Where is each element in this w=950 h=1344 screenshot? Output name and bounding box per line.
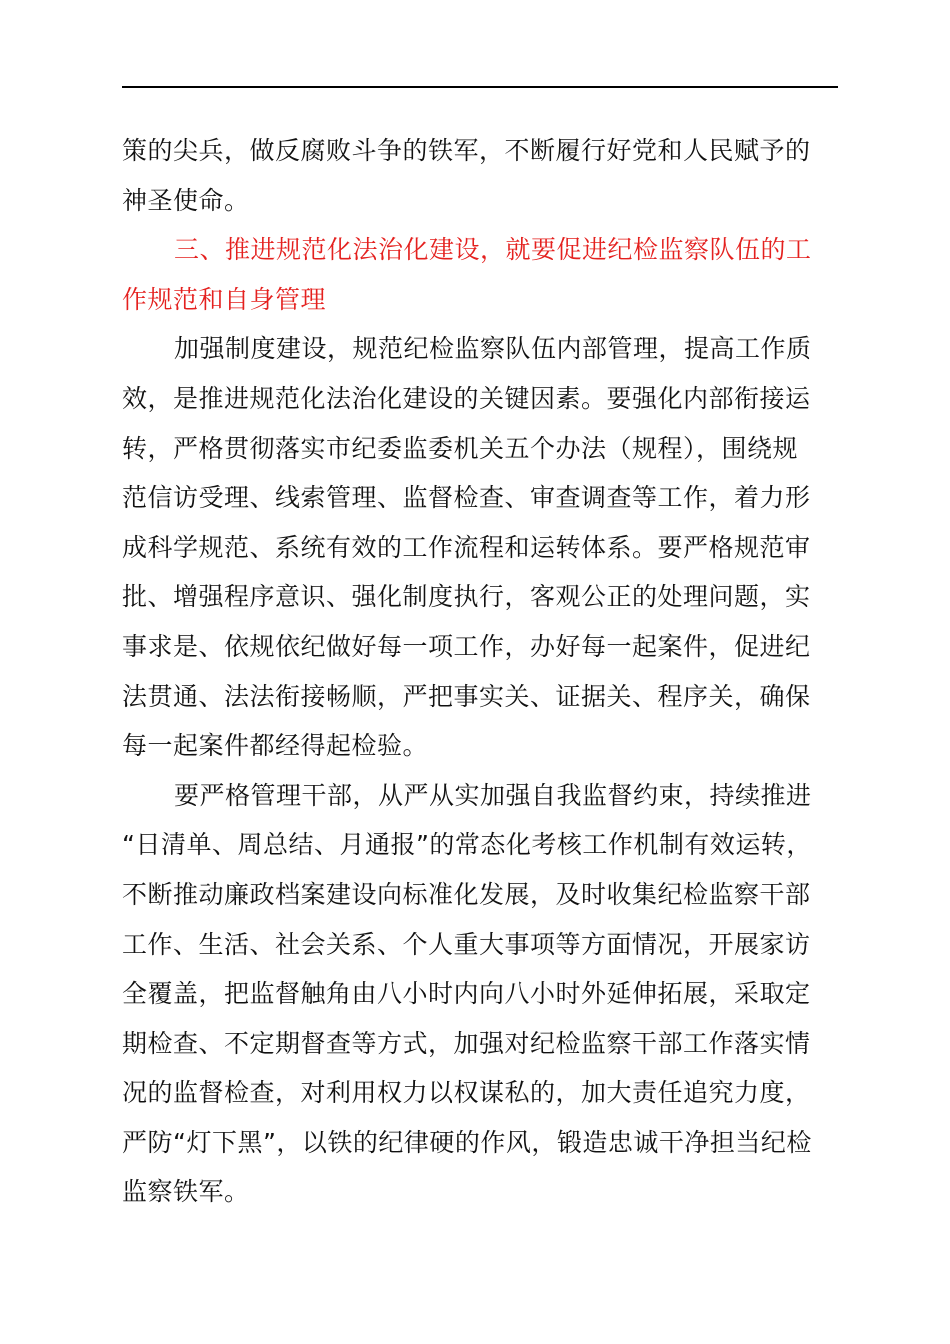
heading-line: 三、推进规范化法治化建设，就要促进纪检监察队伍的工 <box>174 235 812 265</box>
text-line: 加强制度建设，规范纪检监察队伍内部管理，提高工作质 <box>174 334 812 364</box>
text-line: 每一起案件都经得起检验。 <box>122 731 429 761</box>
text-line: 事求是、依规依纪做好每一项工作，办好每一起案件，促进纪 <box>122 631 811 661</box>
text-line: 期检查、不定期督查等方式，加强对纪检监察干部工作落实情 <box>122 1028 811 1058</box>
text-line: 范信访受理、线索管理、监督检查、审查调查等工作，着力形 <box>122 483 811 513</box>
text-line: 况的监督检查，对利用权力以权谋私的，加大责任追究力度， <box>122 1078 811 1108</box>
paragraph-continuation <box>122 126 838 225</box>
text-line: 批、增强程序意识、强化制度执行，客观公正的处理问题，实 <box>122 582 811 612</box>
text-line: 策的尖兵，做反腐败斗争的铁军，不断履行好党和人民赋予的 <box>122 136 811 165</box>
text-line: 成科学规范、系统有效的工作流程和运转体系。要严格规范审 <box>122 532 811 562</box>
text-line: 效，是推进规范化法治化建设的关键因素。要强化内部衔接运 <box>122 383 811 413</box>
text-line: 工作、生活、社会关系、个人重大事项等方面情况，开展家访 <box>122 929 811 959</box>
text-line: 不断推动廉政档案建设向标准化发展，及时收集纪检监察干部 <box>122 879 811 909</box>
text-line: 要严格管理干部，从严从实加强自我监督约束，持续推进 <box>174 780 812 810</box>
paragraph-body-1 <box>122 324 838 770</box>
text-line: 全覆盖，把监督触角由八小时内向八小时外延伸拓展，采取定 <box>122 979 811 1009</box>
text-line: 转，严格贯彻落实市纪委监委机关五个办法（规程），围绕规 <box>122 433 799 463</box>
text-line: “日清单、周总结、月通报”的常态化考核工作机制有效运转， <box>122 830 812 860</box>
text-line: 严防“灯下黑”，以铁的纪律硬的作风，锻造忠诚干净担当纪检 <box>122 1127 812 1157</box>
text-line: 法贯通、法法衔接畅顺，严把事实关、证据关、程序关，确保 <box>122 681 811 711</box>
heading-line: 作规范和自身管理 <box>122 284 327 314</box>
paragraph-body-2 <box>122 771 838 1217</box>
section-heading <box>122 225 838 324</box>
text-line: 神圣使命。 <box>122 185 250 215</box>
header-rule <box>122 86 838 88</box>
document-body <box>122 126 838 1217</box>
text-line: 监察铁军。 <box>122 1177 250 1207</box>
